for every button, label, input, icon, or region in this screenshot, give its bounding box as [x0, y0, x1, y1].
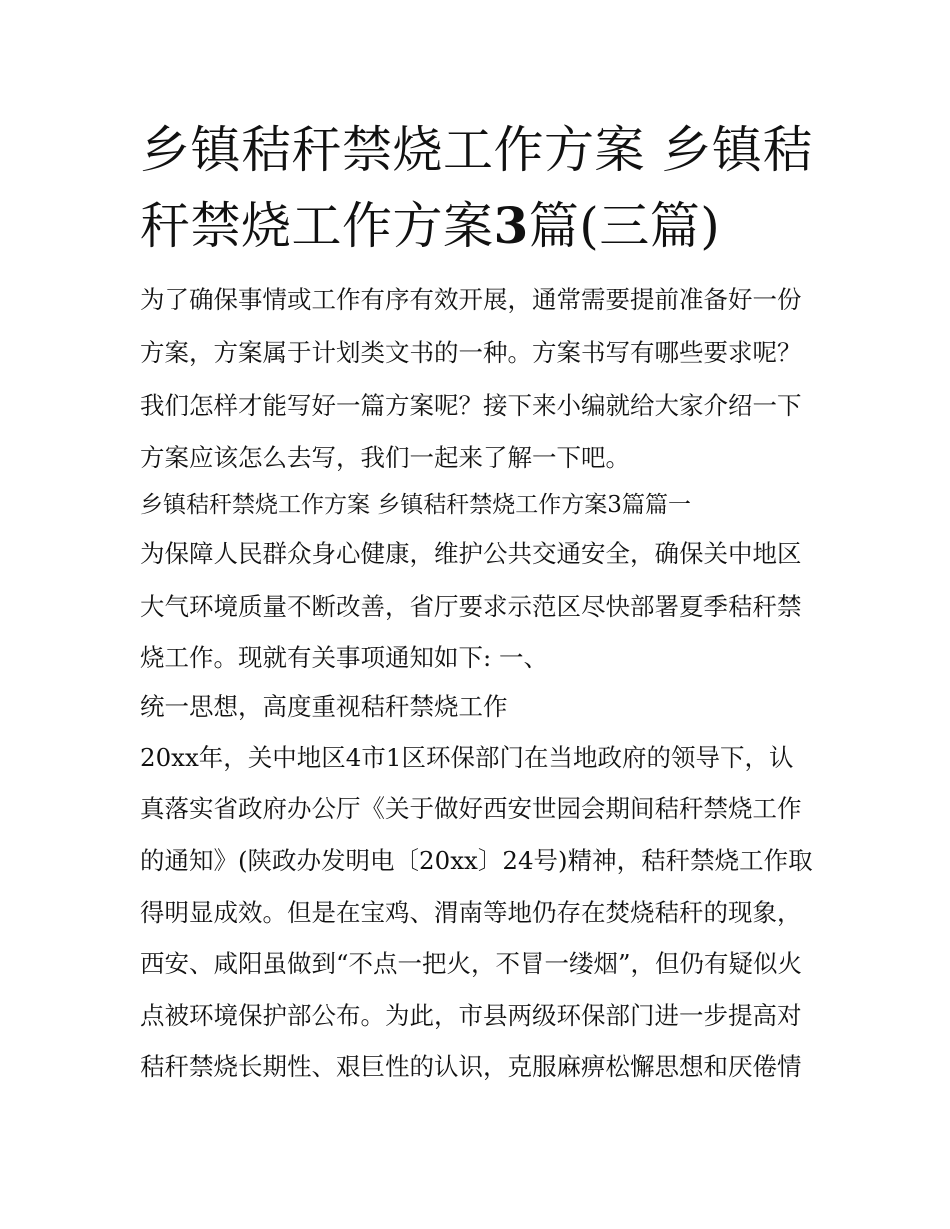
body-line: 我们怎样才能写好一篇方案呢？接下来小编就给大家介绍一下 — [140, 391, 802, 420]
title-text: 秆禁烧工作方案 — [140, 197, 494, 255]
body-line: 大气环境质量不断改善，省厅要求示范区尽快部署夏季秸秆禁 — [140, 592, 802, 621]
body-line: 为保障人民群众身心健康，维护公共交通安全，确保关中地区 — [140, 539, 802, 568]
body-line: 西安、咸阳虽做到“不点一把火，不冒一缕烟”，但仍有疑似火 — [140, 949, 803, 978]
section-heading: 统一思想，高度重视秸秆禁烧工作 — [140, 692, 508, 721]
body-line: 为了确保事情或工作有序有效开展，通常需要提前准备好一份 — [140, 285, 802, 314]
section-heading: 乡镇秸秆禁烧工作方案 乡镇秸秆禁烧工作方案3篇篇一 — [140, 492, 691, 518]
body-line: 方案应该怎么去写，我们一起来了解一下吧。 — [140, 443, 630, 472]
body-line: 烧工作。现就有关事项通知如下: 一、 — [140, 643, 549, 672]
body-line: 秸秆禁烧长期性、艰巨性的认识，克服麻痹松懈思想和厌倦情 — [140, 1052, 802, 1081]
body-line: 真落实省政府办公厅《关于做好西安世园会期间秸秆禁烧工作 — [140, 794, 802, 823]
body-line: 20xx年，关中地区4市1区环保部门在当地政府的领导下，认 — [140, 743, 794, 772]
body-line: 方案，方案属于计划类文书的一种。方案书写有哪些要求呢？ — [140, 338, 802, 367]
document-title-line-1: 乡镇秸秆禁烧工作方案 乡镇秸 — [140, 121, 813, 179]
body-line: 的通知》(陕政办发明电〔20xx〕24号)精神，秸秆禁烧工作取 — [140, 846, 813, 875]
title-tail: 篇(三篇) — [528, 197, 721, 255]
body-line: 点被环境保护部公布。为此，市县两级环保部门进一步提高对 — [140, 1001, 802, 1030]
title-number: 3 — [493, 196, 529, 255]
document-title-line-2 — [140, 189, 820, 263]
body-line: 得明显成效。但是在宝鸡、渭南等地仍存在焚烧秸秆的现象， — [140, 898, 802, 927]
